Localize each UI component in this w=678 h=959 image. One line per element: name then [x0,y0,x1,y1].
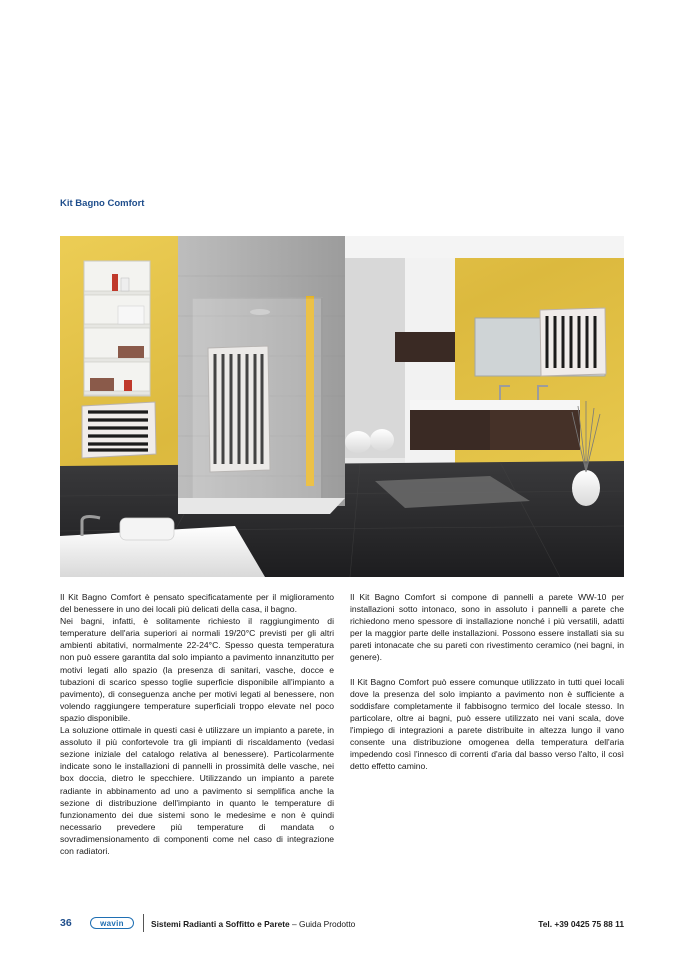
left-paragraph-2: Nei bagni, infatti, è solitamente richiesto il raggiungimento di temperature dell'aria superiori ai normali 19/20°C previsti per gli altri ambienti abitativi, normalmente 22-24°C. Spesso questa temperatura non può essere garantita dal solo impianto a pavimento innanzitutto per motivi legati allo spazio (la presenza di sanitari, vasche, docce e tubazioni di scarico spesso toglie superficie disponibile all'impianto a pavimento), di conseguenza anche per motivi legati al benessere, non volendo raggiungere temperature superficiali troppo elevate nel poco spazio disponibile. [60,616,334,723]
footer-divider [143,914,144,932]
right-paragraph-2: Il Kit Bagno Comfort può essere comunque utilizzato in tutti quei locali dove la presenza del solo impianto a pavimento non è sufficiente a soddisfare completamente il fabbisogno termico del locale stesso. In particolare, oltre ai bagni, può essere utilizzato nei vani scala, dove l'impiego di integrazioni a parete distribuite in altezza lungo il vano consente una distribuzione omogenea della temperatura dell'aria impedendo così l'innesco di correnti d'aria dal basso verso l'alto, il così detto effetto camino. [350,676,624,772]
bathroom-illustration [60,236,624,577]
footer-phone: Tel. +39 0425 75 88 11 [538,919,624,929]
bathroom-photo [60,236,624,577]
wavin-logo: wavin [90,917,134,929]
footer-title-separator: – [289,919,299,929]
left-paragraph-3: La soluzione ottimale in questi casi è utilizzare un impianto a parete, in assoluto il più confortevole tra gli impianti di riscaldamento (vedasi sezione iniziale del catalogo relativa al benessere). Particolarmente indicate sono le installazioni di pannelli in prossimità delle vasche, nei box doccia, dietro le specchiere. Utilizzando un impianto a parete radiante in abbinamento ad uno a pavimento si semplifica anche la sezione di distribuzione dell'impianto in quanto le temperature di funzionamento dei due sistemi sono le medesime e non è quindi necessario prevedere più temperature di mandata o sovradimensionamento di componenti come nel caso di integrazione con radiatori. [60,725,334,856]
right-column [350,591,624,772]
page-footer [60,914,624,934]
footer-title [151,919,355,929]
right-paragraph-1: Il Kit Bagno Comfort si compone di pannelli a parete WW-10 per installazioni sotto intonaco, sono in assoluto i pannelli a parete che richiedono meno spessore di installazione nonché i più versatili, adatti per la maggior parte delle installazioni. Possono essere installati sia su pareti intonacate che su pareti con rivestimento ceramico (nei bagni, in genere). [350,592,624,663]
footer-title-bold: Sistemi Radianti a Soffitto e Parete [151,919,290,929]
section-title: Kit Bagno Comfort [60,198,145,209]
footer-title-rest: Guida Prodotto [299,919,356,929]
left-column [60,591,334,857]
left-paragraph-1: Il Kit Bagno Comfort è pensato specificatamente per il miglioramento del benessere in uno dei locali più delicati della casa, il bagno. [60,592,334,615]
page-number: 36 [60,917,72,929]
